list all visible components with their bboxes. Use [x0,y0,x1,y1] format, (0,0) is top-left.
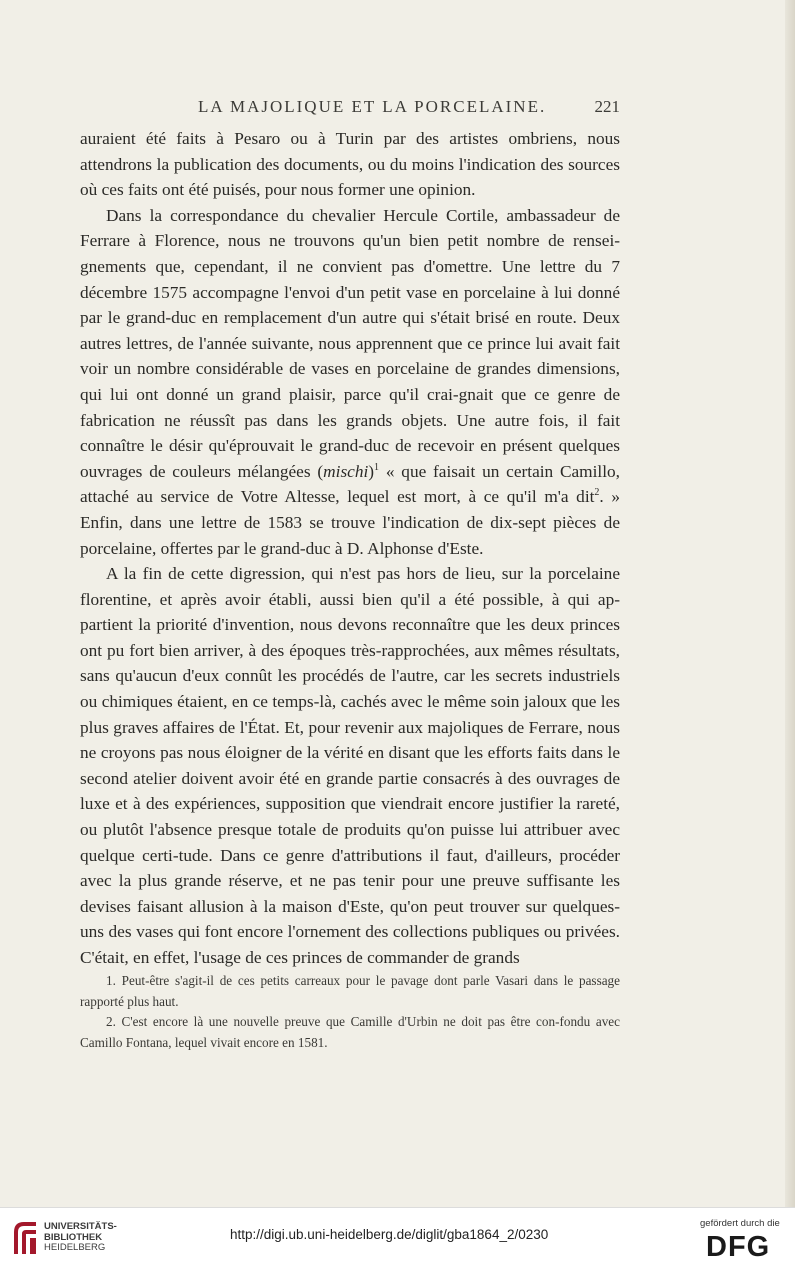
document-url-link[interactable]: http://digi.ub.uni-heidelberg.de/diglit/gba1864_2/0230 [230,1227,549,1242]
university-library-logo-icon[interactable] [10,1218,40,1258]
funded-by-label: gefördert durch die [700,1218,780,1229]
footnote-1: 1. Peut-être s'agit-il de ces petits carreaux pour le pavage dont parle Vasari dans le passage rapporté plus haut. [80,973,620,1009]
footnote-ref-2[interactable]: 2 [594,487,600,499]
running-title: LA MAJOLIQUE ET LA PORCELAINE. [198,97,547,116]
library-name[interactable]: UNIVERSITÄTS- BIBLIOTHEK HEIDELBERG [44,1221,117,1253]
viewer-footer [0,1207,795,1267]
footnote-ref-1[interactable]: 1 [374,461,380,473]
dfg-logo[interactable]: DFG [706,1231,771,1263]
paragraph-2: Dans la correspondance du chevalier Hercule Cortile, ambassadeur de Ferrare à Florence, nous ne trouvons qu'un bien petit nombre de rensei-gnements que, cependant, il ne convient pas d'omettre. Une lettre du 7 décembre 1575 accompagne l'envoi d'un petit vase en porcelaine à lui donné par le grand-duc en remplacement d'un autre qui s'était brisé en route. Deux autres lettres, de l'année suivante, nous apprennent que ce prince lui avait fait voir un nombre considérable de vases en porcelaine de grandes dimensions, qui lui ont donné un grand plaisir, parce qu'il crai-gnait que ce genre de fabrication ne réussît pas dans les grands objets. Une autre fois, il fait connaître le désir qu'éprouvait le grand-duc de recevoir en présent quelques ouvrages de couleurs mélangées (mischi)$^1$ « que faisait un certain Camillo, attaché au service de Votre Altesse, lequel est mort, à ce qu'il m'a dit$^2$. » Enfin, dans une lettre de 1583 se trouve l'indication de dix-sept pièces de porcelaine, offertes par le grand-duc à D. Alphonse d'Este. [80,205,621,558]
body-text [80,126,620,971]
footnotes [80,971,620,1053]
footnote-2: 2. C'est encore là une nouvelle preuve que Camille d'Urbin ne doit pas être con-fondu avec Camillo Fontana, lequel vivait encore en 1581. [80,1014,620,1050]
page-edge [785,0,795,1207]
paragraph-3: A la fin de cette digression, qui n'est pas hors de lieu, sur la porcelaine florentine, et après avoir établi, aussi bien qu'il a été possible, à qui ap-partient la priorité d'invention, nous devons reconnaître que les deux princes ont pu fort bien arriver, à des époques très-rapprochées, aux mêmes résultats, sans qu'aucun d'eux connût les procédés de l'autre, car les secrets industriels ou chimiques étaient, en ce temps-là, cachés avec le même soin jaloux que les plus graves affaires de l'État. Et, pour revenir aux majoliques de Ferrare, nous ne croyons pas nous éloigner de la vérité en disant que les efforts faits dans le second atelier doivent avoir été en grande partie consacrés à des ouvrages de luxe et à des expériences, supposition que viendrait encore justifier la rareté, ou plutôt l'absence presque totale de produits qu'on puisse lui attribuer avec quelque certi-tude. Dans ce genre d'attributions il faut, d'ailleurs, procéder avec la plus grande réserve, et ne pas tenir pour une preuve suffisante les devises faisant allusion à la maison d'Este, qu'on peut trouver sur quelques-uns des vases qui font encore l'ornement des collections publiques ou privées. C'était, en effet, l'usage de ces princes de commander de grands [80,564,620,967]
running-header [80,97,620,121]
italic-term: mischi [323,461,369,481]
page-number: 221 [594,97,620,116]
paragraph-1: auraient été faits à Pesaro ou à Turin par des artistes ombriens, nous attendrons la publication des documents, ou du moins l'indication des sources où ces faits ont été puisés, pour nous former une opinion. [80,129,620,200]
